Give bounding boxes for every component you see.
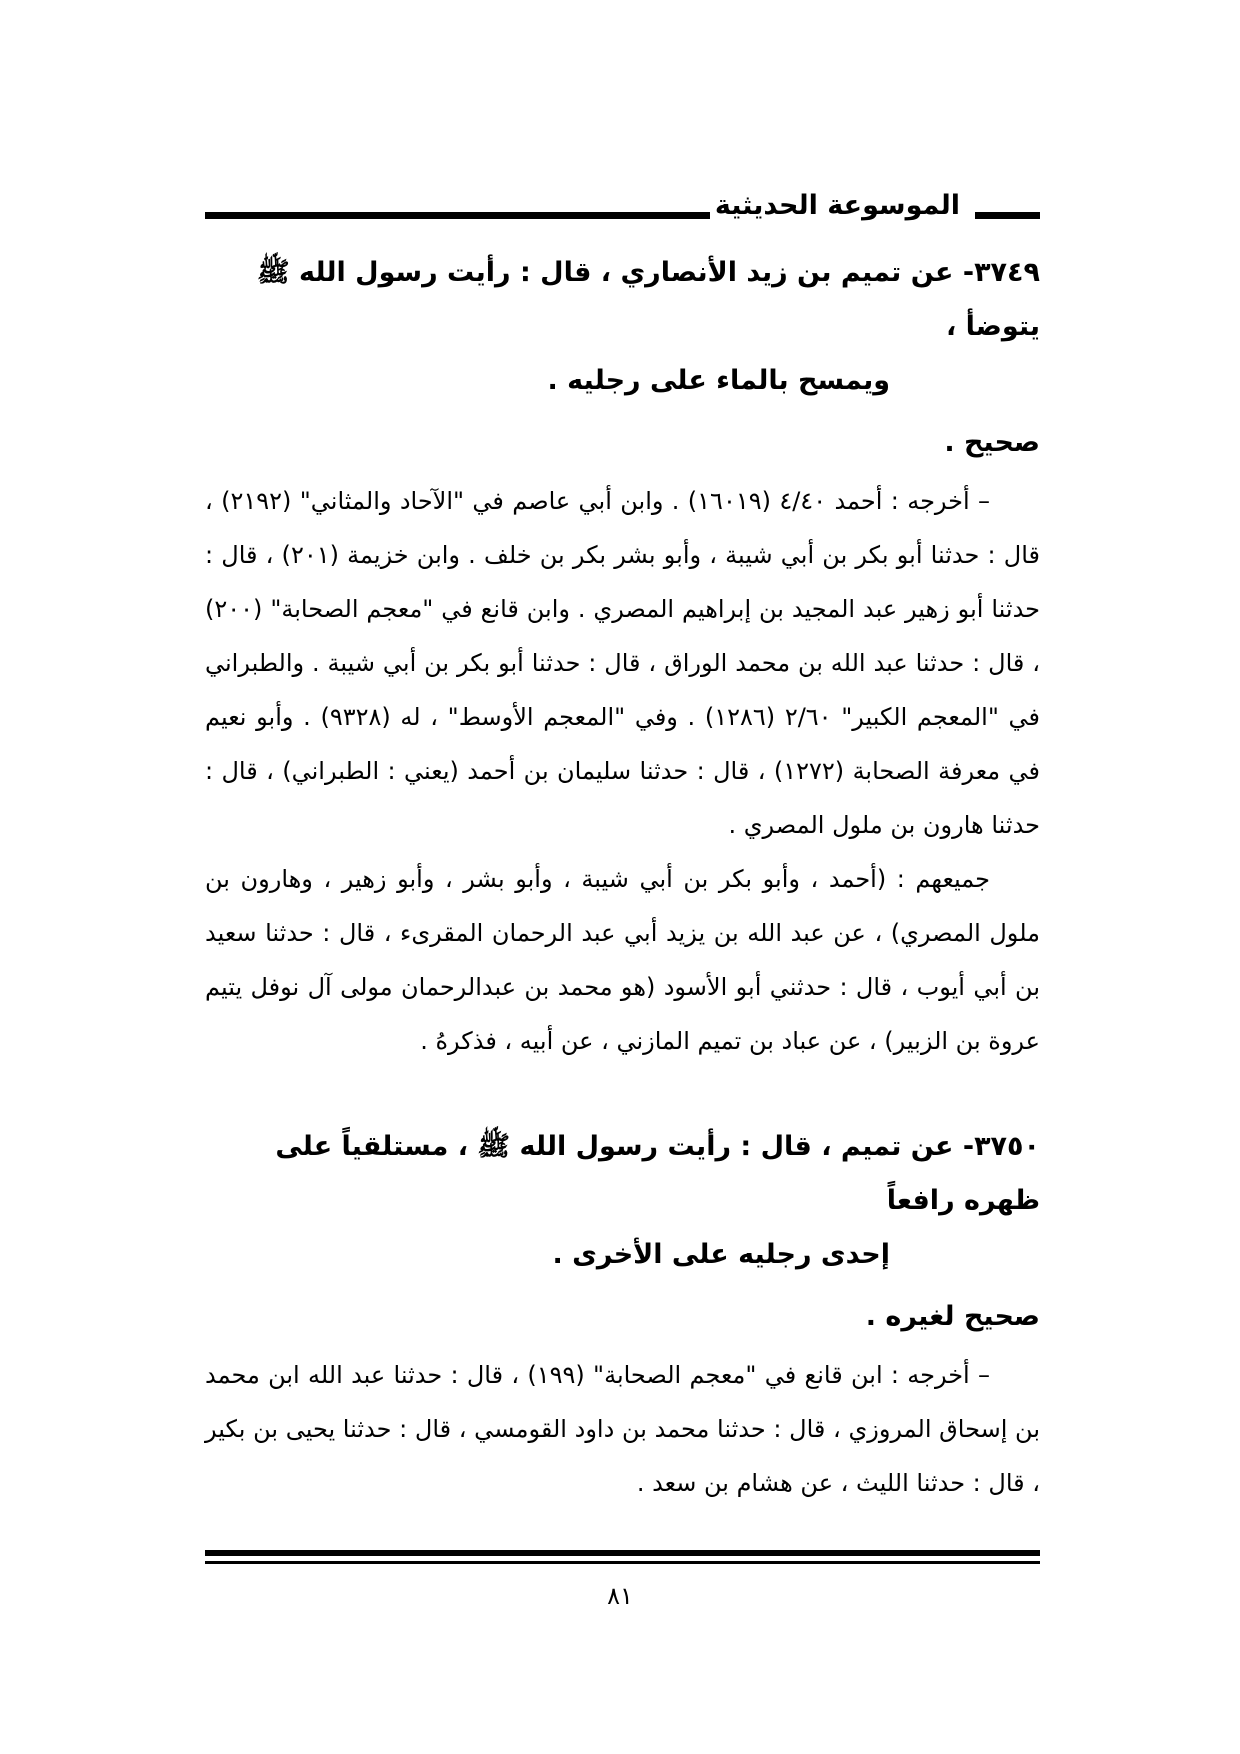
- page-number: ٨١: [607, 1582, 633, 1610]
- hadith-line: ٣٧٤٩- عن تميم بن زيد الأنصاري ، قال : رأيت رسول الله ﷺ يتوضأ ،: [256, 257, 1040, 342]
- footer-rule: [205, 1550, 1040, 1556]
- takhrij-paragraph: جميعهم : (أحمد ، وأبو بكر بن أبي شيبة ، وأبو بشر ، وأبو زهير ، وهارون بن ملول المصري) ، عن عبد الله بن يزيد أبي عبد الرحمان المقرىء ، قال : حدثنا سعيد بن أبي أيوب ، قال : حدثني أبو الأسود (هو محمد بن عبدالرحمان مولى آل نوفل يتيم عروة بن الزبير) ، عن عباد بن تميم المازني ، عن أبيه ، فذكرهُ .: [205, 865, 1040, 1055]
- takhrij-paragraph: – أخرجه : أحمد ٤/٤٠ (١٦٠١٩) . وابن أبي عاصم في "الآحاد والمثاني" (٢١٩٢) ، قال : حدثنا أبو بكر بن أبي شيبة ، وأبو بشر بكر بن خلف . وابن خزيمة (٢٠١) ، قال : حدثنا أبو زهير عبد المجيد بن إبراهيم المصري . وابن قانع في "معجم الصحابة" (٢٠٠) ، قال : حدثنا عبد الله بن محمد الوراق ، قال : حدثنا أبو بكر بن أبي شيبة . والطبراني في "المعجم الكبير" ٢/٦٠ (١٢٨٦) . وفي "المعجم الأوسط" ، له (٩٣٢٨) . وأبو نعيم في معرفة الصحابة (١٢٧٢) ، قال : حدثنا سليمان بن أحمد (يعني : الطبراني) ، قال : حدثنا هارون بن ملول المصري .: [205, 487, 1041, 839]
- hadith-line: ٣٧٥٠- عن تميم ، قال : رأيت رسول الله ﷺ ، مستلقياً على ظهره رافعاً: [275, 1131, 1040, 1216]
- entry-spacer: [205, 1068, 1040, 1120]
- hadith-line: ويمسح بالماء على رجليه .: [547, 365, 890, 396]
- hadith-entry-3749: [205, 246, 1040, 1068]
- hadith-text: [205, 1120, 1040, 1282]
- page-content: [205, 246, 1040, 1510]
- hadith-grade: صحيح .: [944, 427, 1040, 458]
- hadith-entry-3750: [205, 1120, 1040, 1510]
- hadith-grade: صحيح لغيره .: [865, 1301, 1040, 1332]
- takhrij-paragraph: – أخرجه : ابن قانع في "معجم الصحابة" (١٩٩) ، قال : حدثنا عبد الله ابن محمد بن إسحاق المروزي ، قال : حدثنا محمد بن داود القومسي ، قال : حدثنا يحيى بن بكير ، قال : حدثنا الليث ، عن هشام بن سعد .: [205, 1361, 1040, 1497]
- hadith-text: [205, 246, 1040, 408]
- header-rule-short: [975, 212, 1040, 219]
- hadith-line: إحدى رجليه على الأخرى .: [552, 1239, 890, 1270]
- running-header: [205, 190, 1040, 230]
- footer-rule-thin: [205, 1561, 1040, 1564]
- header-title: الموسوعة الحديثية: [714, 190, 960, 221]
- header-rule: [205, 212, 710, 219]
